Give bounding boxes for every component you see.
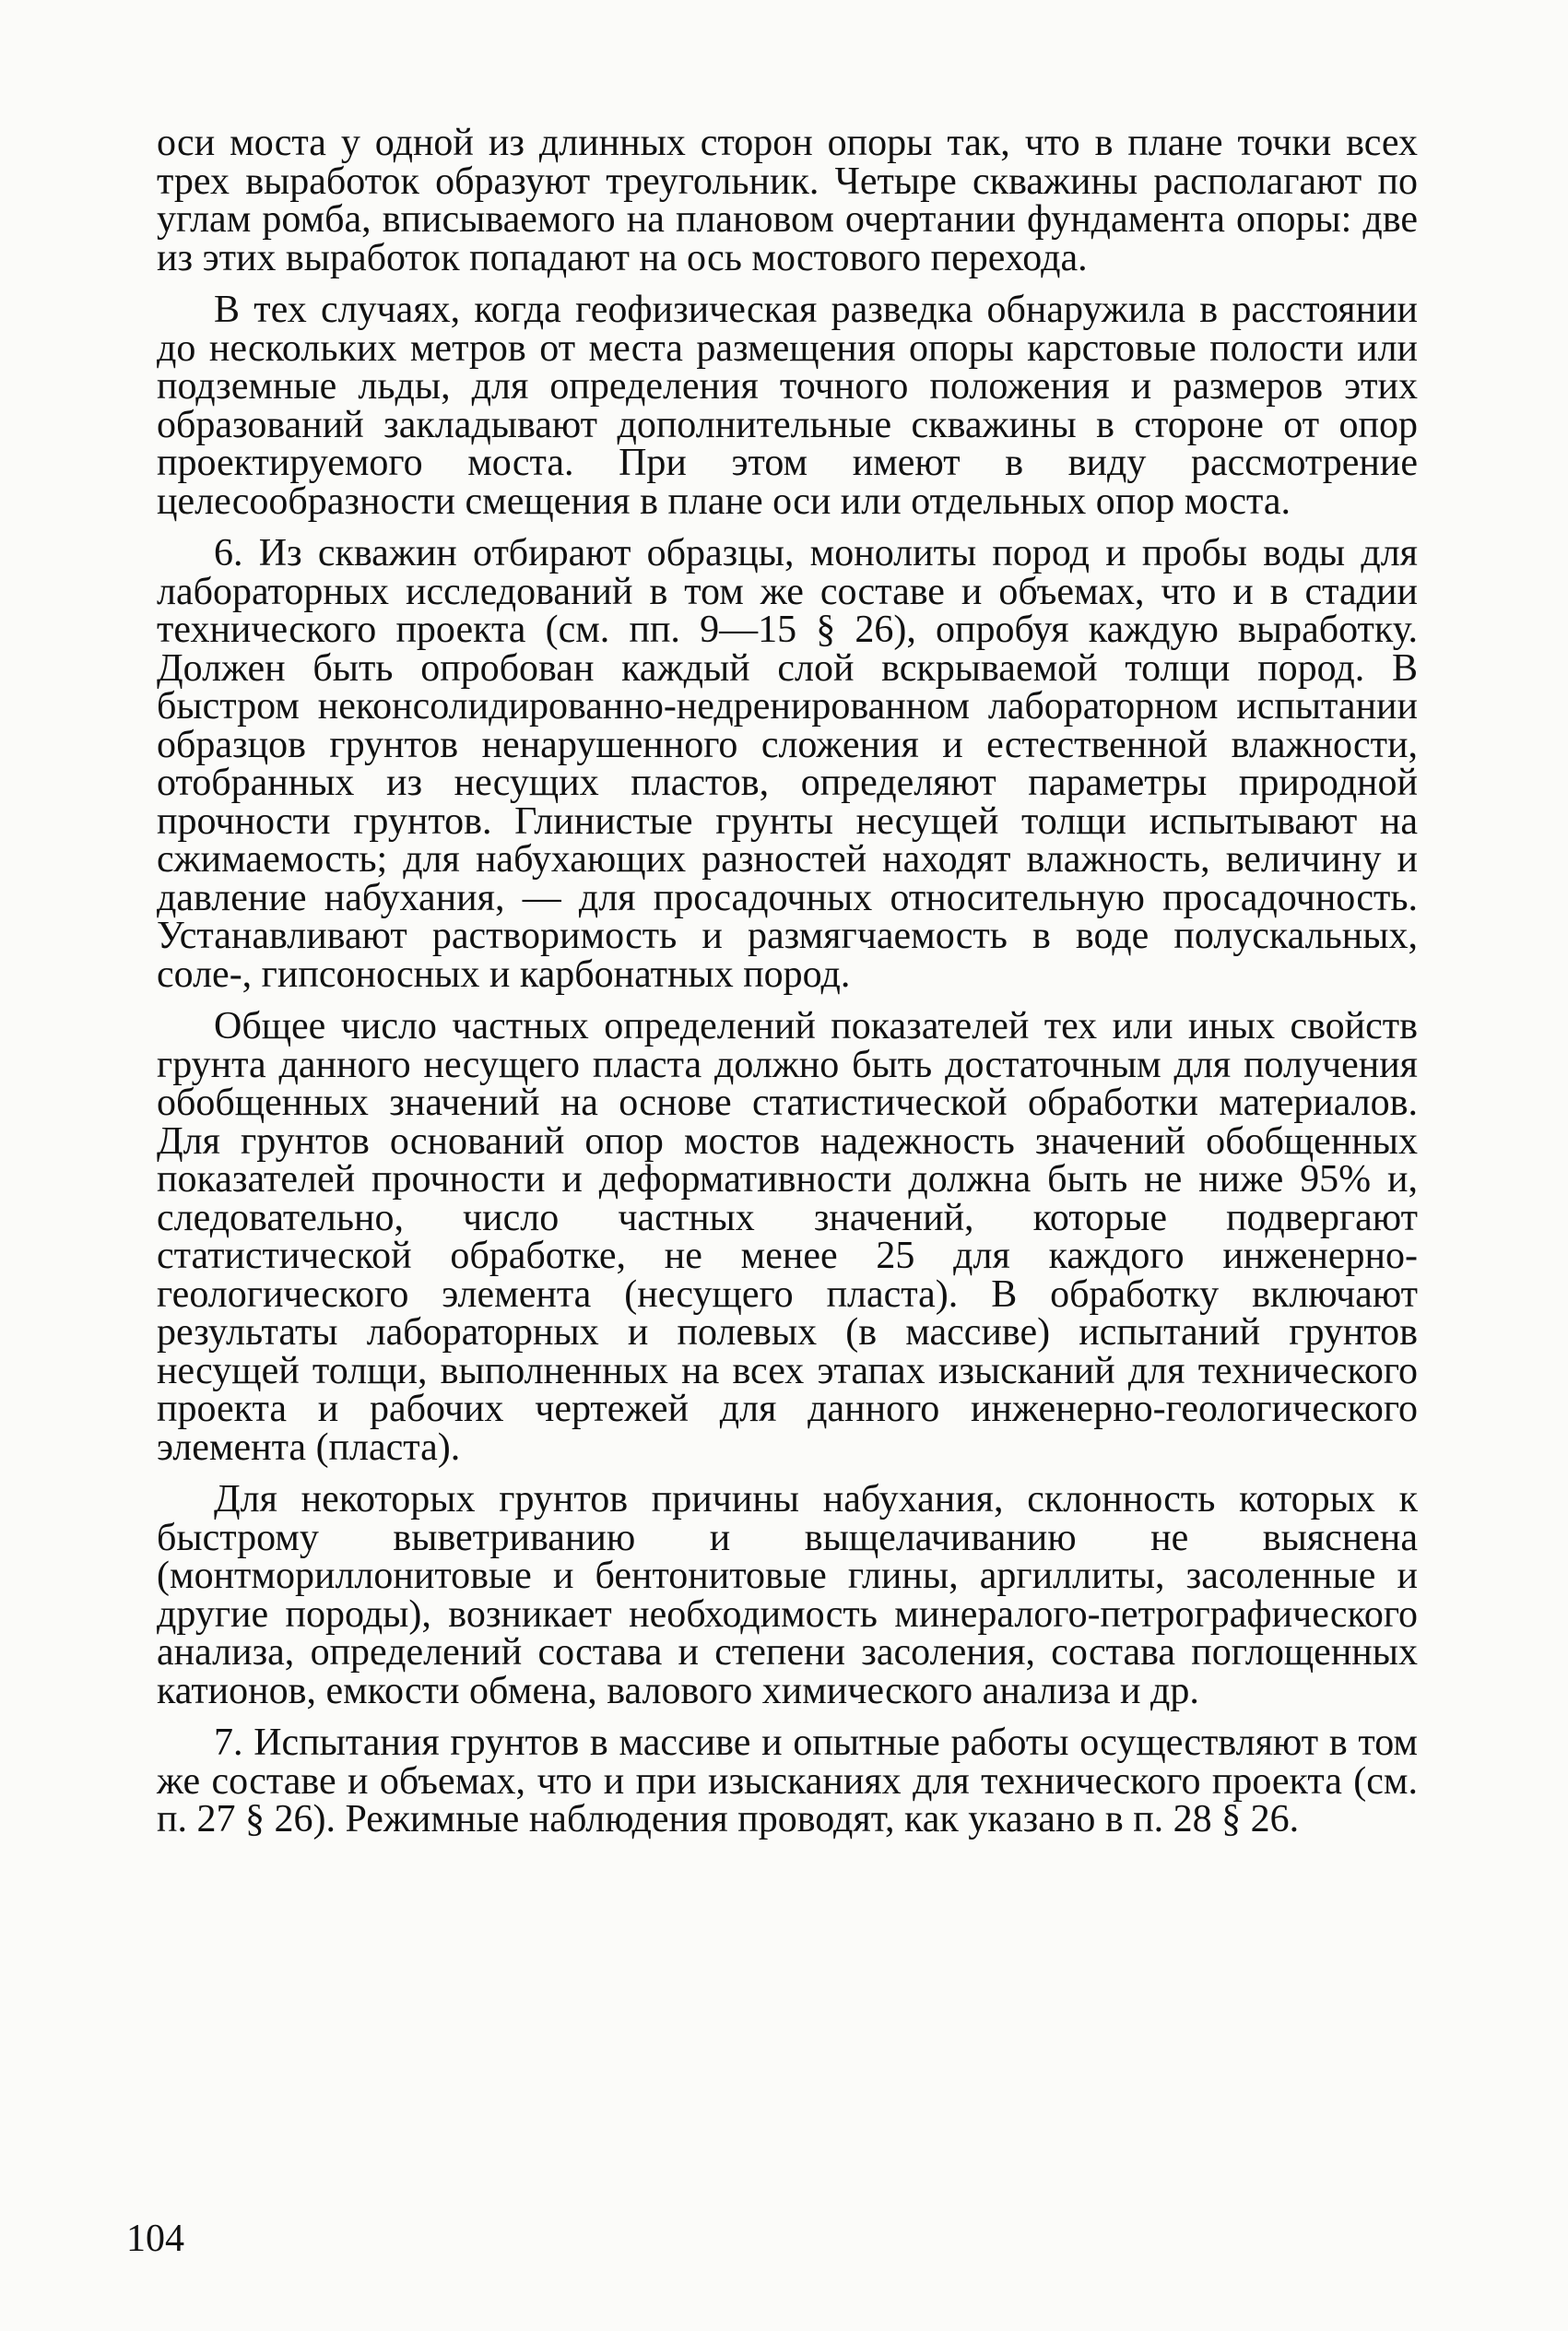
paragraph-statistical-processing: Общее число частных определений показателей тех или иных свойств грунта данного несущего пласта должно быть достаточным для получения обобщенных значений на основе статистической обработки материалов. Для грунтов оснований опор мостов надежность значений обобщенных показателей прочности и деформативности должна быть не ниже 95% и, следовательно, число частных значений, которые подвергают статистической обработке, не менее 25 для каждого инженерно-геологического элемента (несущего пласта). В обработку включают результаты лабораторных и полевых (в массиве) испытаний грунтов несущей толщи, выполненных на всех этапах изысканий для технического проекта и рабочих чертежей для данного инженерно-геологического элемента (пласта). xyxy=(157,1005,1418,1469)
body-text xyxy=(157,124,1418,1853)
page-number: 104 xyxy=(126,2218,184,2260)
paragraph-item-7-field-tests: 7. Испытания грунтов в массиве и опытные работы осуществляют в том же составе и объемах, что и при изысканиях для технического проекта (см. п. 27 § 26). Режимные наблюдения проводят, как указано в п. 28 § 26. xyxy=(157,1722,1418,1840)
paragraph-continuation: оси моста у одной из длинных сторон опоры так, что в плане точки всех трех выработок образуют треугольник. Четыре скважины располагают по углам ромба, вписываемого на плановом очертании фундамента опоры: две из этих выработок попадают на ось мостового перехода. xyxy=(157,122,1418,279)
paragraph-geophysical-survey: В тех случаях, когда геофизическая разведка обнаружила в расстоянии до нескольких метров от места размещения опоры карстовые полости или подземные льды, для определения точного положения и размеров этих образований закладывают дополнительные скважины в стороне от опор проектируемого моста. При этом имеют в виду рассмотрение целесообразности смещения в плане оси или отдельных опор моста. xyxy=(157,289,1418,523)
paragraph-mineral-analysis: Для некоторых грунтов причины набухания, склонность которых к быстрому выветриванию и выщелачиванию не выяснена (монтмориллонитовые и бентонитовые глины, аргиллиты, засоленные и другие породы), возникает необходимость минералого-петрографического анализа, определений состава и степени засоления, состава поглощенных катионов, емкости обмена, валового химического анализа и др. xyxy=(157,1478,1418,1712)
paragraph-item-6-sampling: 6. Из скважин отбирают образцы, монолиты пород и пробы воды для лабораторных исследований в том же составе и объемах, что и в стадии технического проекта (см. пп. 9—15 § 26), опробуя каждую выработку. Должен быть опробован каждый слой вскрываемой толщи пород. В быстром неконсолидированно-недренированном лабораторном испытании образцов грунтов ненарушенного сложения и естественной влажности, отобранных из несущих пластов, определяют параметры природной прочности грунтов. Глинистые грунты несущей толщи испытывают на сжимаемость; для набухающих разностей находят влажность, величину и давление набухания, — для просадочных относительную просадочность. Устанавливают растворимость и размягчаемость в воде полускальных, соле-, гипсоносных и карбонатных пород. xyxy=(157,532,1418,996)
